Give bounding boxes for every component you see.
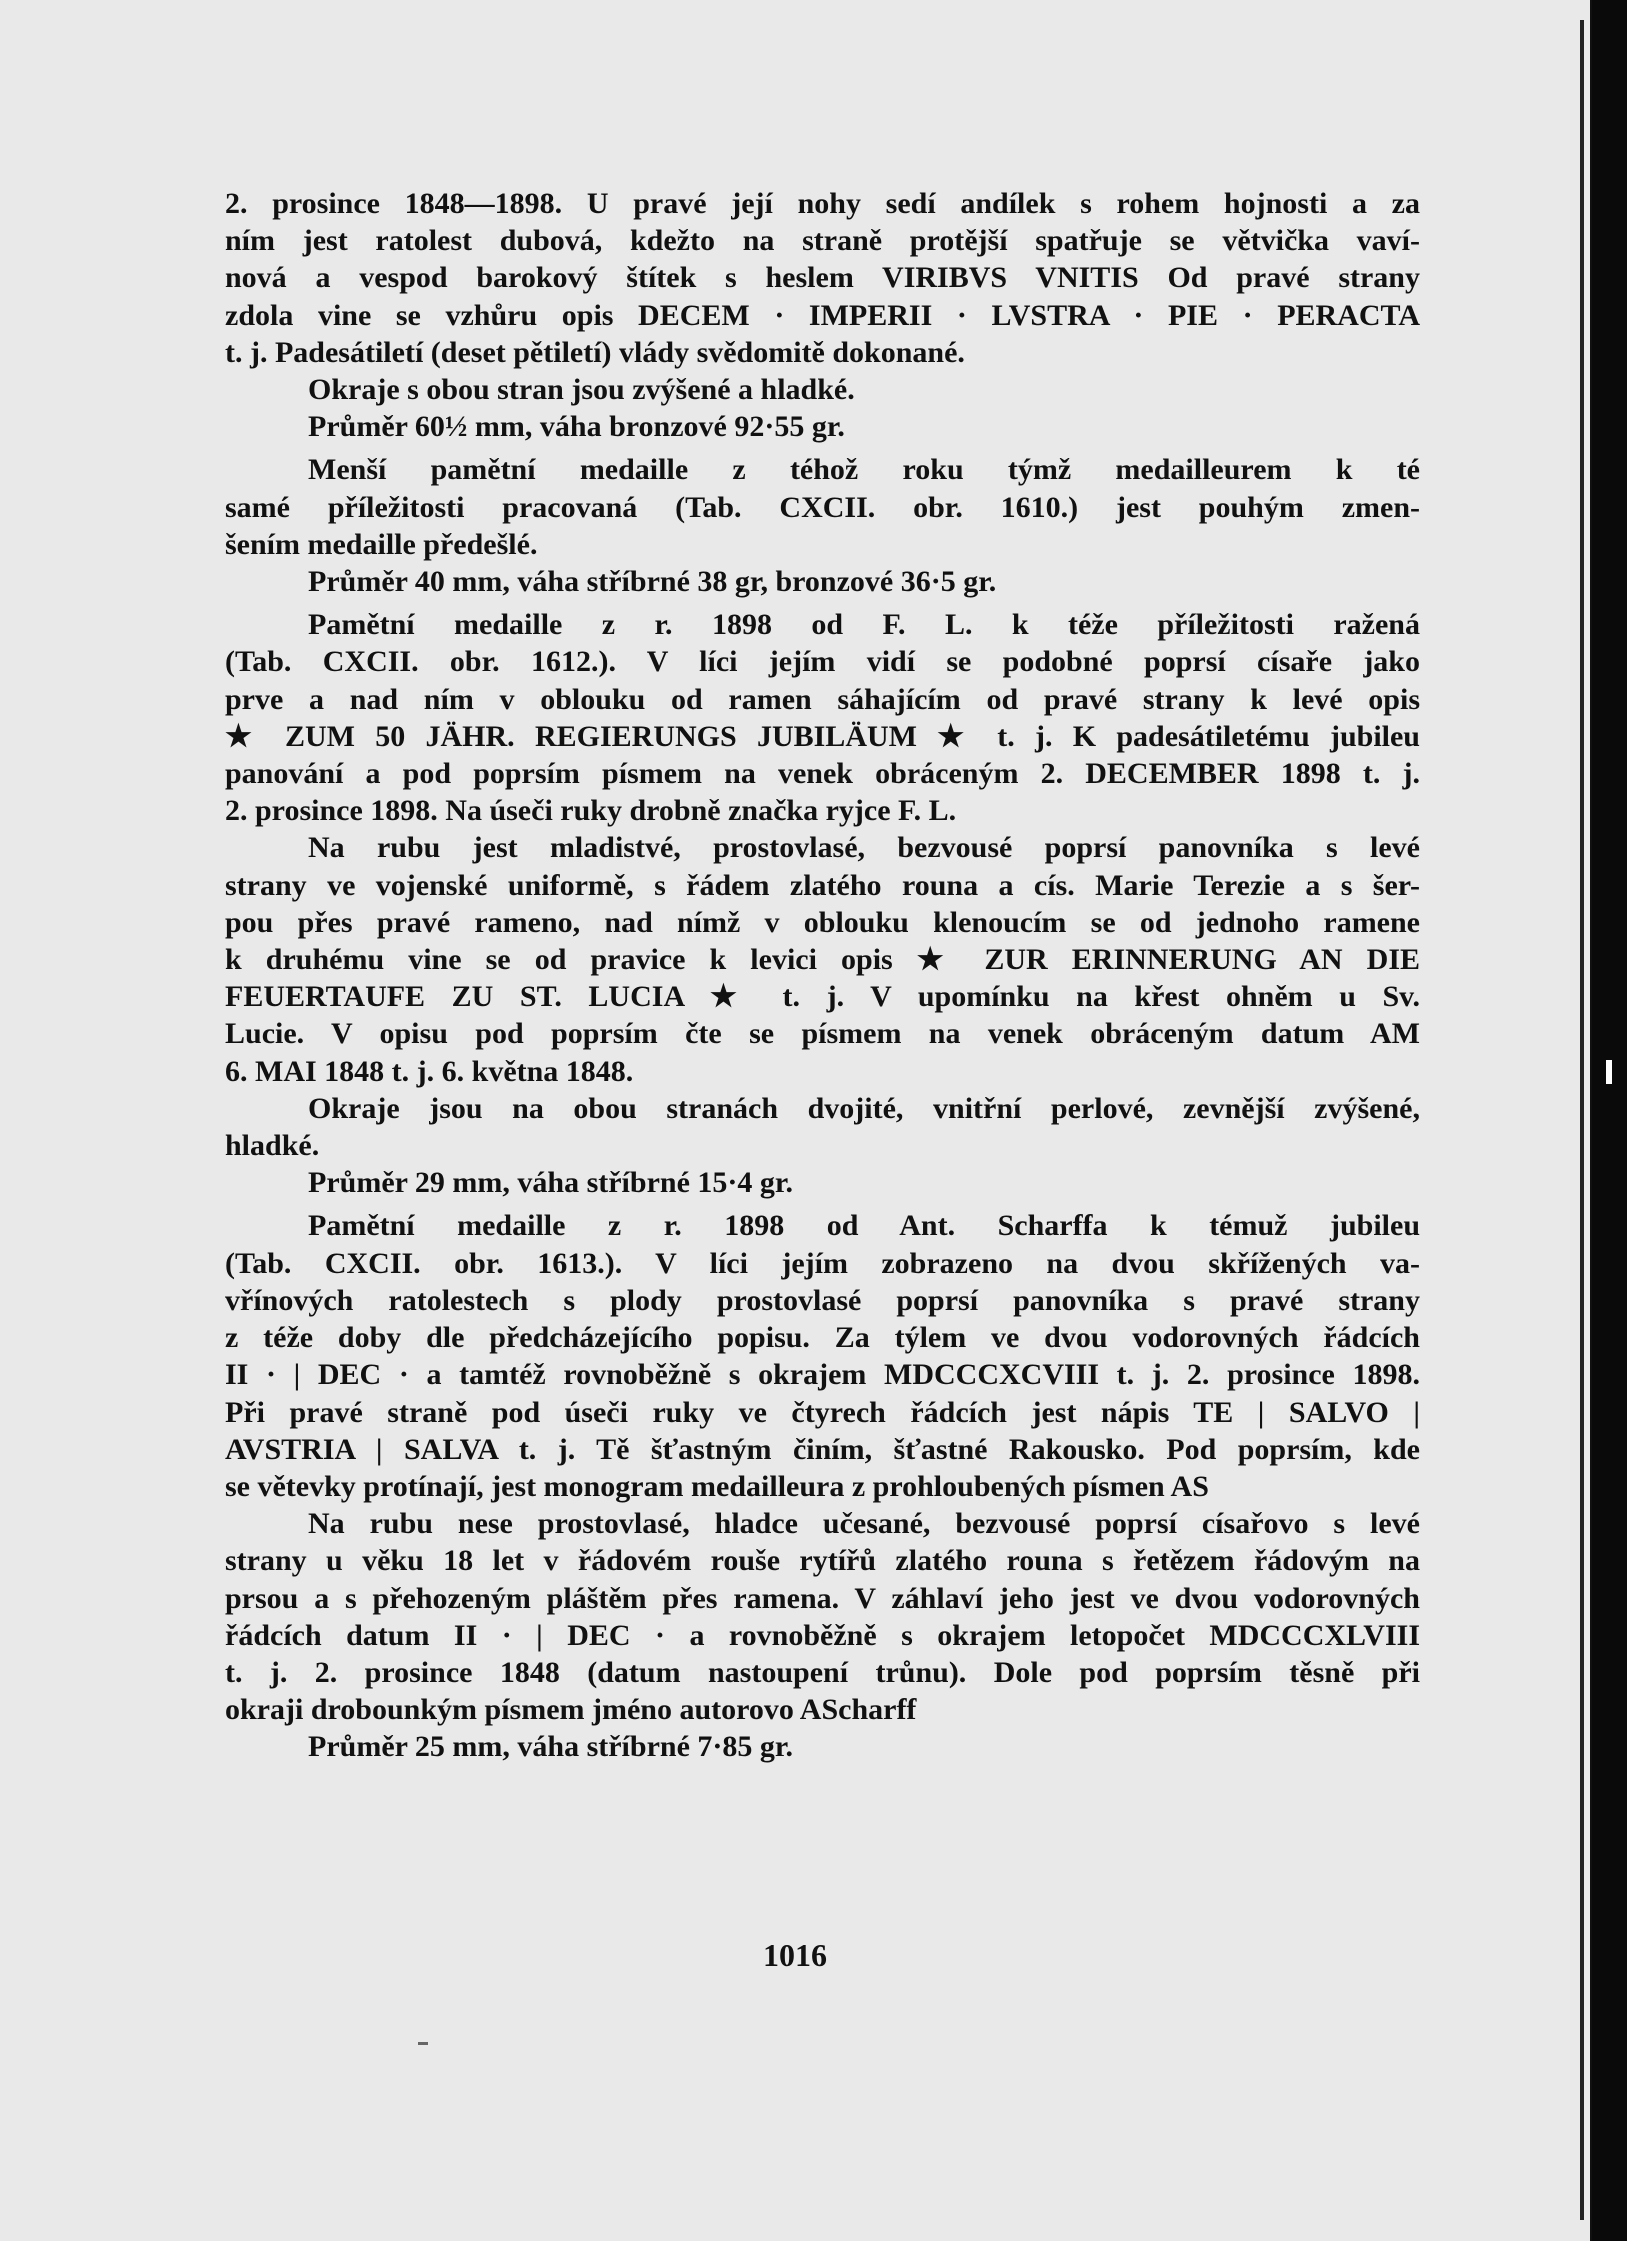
paragraph [225, 451, 1420, 563]
text-line: Okraje jsou na obou stranách dvojité, vnitřní perlové, zevnější zvýšené, [308, 1091, 1420, 1125]
paragraph [225, 371, 1420, 408]
text-line: hladké. [225, 1129, 320, 1163]
text-line: pou přes pravé rameno, nad nímž v oblouku klenoucím se od jednoho ramene [225, 905, 1420, 939]
text-line: k druhému vine se od pravice k levici opis ★ ZUR ERINNERUNG AN DIE [225, 943, 1420, 977]
text-line: Okraje s obou stran jsou zvýšené a hladké. [308, 373, 855, 407]
text-line: FEUERTAUFE ZU ST. LUCIA ★ t. j. V upomínku na křest ohněm u Sv. [225, 980, 1420, 1014]
stray-mark [418, 2042, 428, 2045]
text-line: ★ ZUM 50 JÄHR. REGIERUNGS JUBILÄUM ★ t. j. K padesátiletému jubileu [225, 719, 1420, 753]
scan-border [1592, 0, 1627, 2241]
text-line: 2. prosince 1898. Na úseči ruky drobně značka ryjce F. L. [225, 794, 957, 828]
text-line: vřínových ratolestech s plody prostovlasé poprsí panovníka s pravé strany [225, 1283, 1420, 1317]
paragraph [225, 185, 1420, 371]
text-line: zdola vine se vzhůru opis DECEM · IMPERII · LVSTRA · PIE · PERACTA [225, 298, 1420, 332]
text-line: Průměr 29 mm, váha stříbrné 15·4 gr. [308, 1166, 793, 1200]
paragraph [225, 1090, 1420, 1164]
text-line: Pamětní medaille z r. 1898 od Ant. Scharffa k témuž jubileu [308, 1209, 1420, 1243]
paragraph [225, 1505, 1420, 1728]
text-line: (Tab. CXCII. obr. 1612.). V líci jejím vidí se podobné poprsí císaře jako [225, 645, 1420, 679]
text-line: Průměr 60½ mm, váha bronzové 92·55 gr. [308, 410, 845, 444]
text-line: prsou a s přehozeným pláštěm přes ramena. V záhlaví jeho jest ve dvou vodorovných [225, 1581, 1420, 1615]
text-line: okraji drobounkým písmem jméno autorovo AScharff [225, 1693, 917, 1727]
paragraph [225, 829, 1420, 1089]
text-line: t. j. Padesátiletí (deset pětiletí) vlády svědomitě dokonané. [225, 335, 965, 369]
text-line: Při pravé straně pod úseči ruky ve čtyrech řádcích jest nápis TE | SALVO | [225, 1395, 1420, 1429]
text-line: se větevky protínají, jest monogram medailleura z prohloubených písmen AS [225, 1469, 1209, 1503]
paragraph [225, 408, 1420, 445]
text-line: Lucie. V opisu pod poprsím čte se písmem na venek obráceným datum AM [225, 1017, 1420, 1051]
text-line: Průměr 25 mm, váha stříbrné 7·85 gr. [308, 1730, 793, 1764]
text-line: II · | DEC · a tamtéž rovnoběžně s okrajem MDCCCXCVIII t. j. 2. prosince 1898. [225, 1358, 1420, 1392]
text-line: z téže doby dle předcházejícího popisu. Za týlem ve dvou vodorovných řádcích [225, 1321, 1420, 1355]
text-line: 2. prosince 1848—1898. U pravé její nohy sedí andílek s rohem hojnosti a za [225, 187, 1420, 220]
edge-bookmark [1606, 1060, 1612, 1084]
text-line: strany ve vojenské uniformě, s řádem zlatého rouna a cís. Marie Terezie a s šer- [225, 868, 1420, 902]
text-line: Průměr 40 mm, váha stříbrné 38 gr, bronzové 36·5 gr. [308, 565, 997, 599]
paragraph [225, 606, 1420, 829]
text-line: samé příležitosti pracovaná (Tab. CXCII. obr. 1610.) jest pouhým zmen- [225, 490, 1420, 524]
page-number: 1016 [763, 1937, 827, 1973]
paragraph [225, 563, 1420, 600]
text-line: ním jest ratolest dubová, kdežto na straně protější spatřuje se větvička vaví- [225, 224, 1420, 258]
text-line: (Tab. CXCII. obr. 1613.). V líci jejím zobrazeno na dvou skřížených va- [225, 1246, 1420, 1280]
text-line: šením medaille předešlé. [225, 527, 538, 561]
paragraph [225, 1728, 1420, 1765]
text-line: AVSTRIA | SALVA t. j. Tě šťastným činím, šťastné Rakousko. Pod poprsím, kde [225, 1432, 1420, 1466]
text-line: strany u věku 18 let v řádovém rouše rytířů zlatého rouna s řetězem řádovým na [225, 1544, 1420, 1578]
text-line: 6. MAI 1848 t. j. 6. května 1848. [225, 1054, 634, 1088]
text-line: panování a pod poprsím písmem na venek obráceným 2. DECEMBER 1898 t. j. [225, 757, 1420, 791]
text-line: t. j. 2. prosince 1848 (datum nastoupení trůnu). Dole pod poprsím těsně při [225, 1655, 1420, 1689]
page-edge-line [1580, 20, 1584, 2220]
paragraph [225, 1207, 1420, 1505]
body-text [225, 185, 1420, 1766]
text-line: řádcích datum II · | DEC · a rovnoběžně s okrajem letopočet MDCCCXLVIII [225, 1618, 1420, 1652]
paragraph [225, 1164, 1420, 1201]
text-line: Menší pamětní medaille z téhož roku týmž medailleurem k té [308, 453, 1420, 487]
text-line: Na rubu nese prostovlasé, hladce učesané, bezvousé poprsí císařovo s levé [308, 1507, 1420, 1541]
text-line: nová a vespod barokový štítek s heslem VIRIBVS VNITIS Od pravé strany [225, 261, 1420, 295]
text-line: Na rubu jest mladistvé, prostovlasé, bezvousé poprsí panovníka s levé [308, 831, 1420, 865]
text-line: prve a nad ním v oblouku od ramen sáhajícím od pravé strany k levé opis [225, 682, 1420, 716]
text-line: Pamětní medaille z r. 1898 od F. L. k téže příležitosti ražená [308, 608, 1420, 642]
